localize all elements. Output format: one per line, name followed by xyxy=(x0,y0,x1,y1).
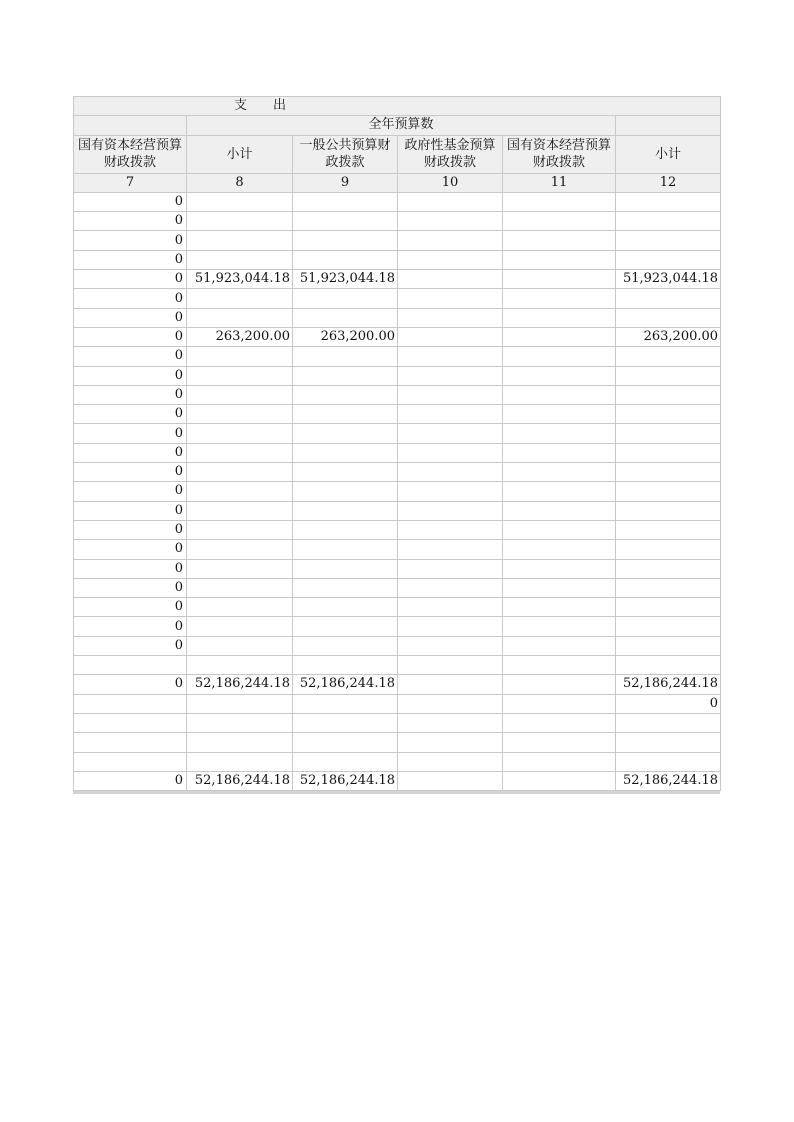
table-cell xyxy=(616,192,721,211)
table-cell: 0 xyxy=(74,424,187,443)
table-row xyxy=(74,617,721,636)
table-cell: 0 xyxy=(74,192,187,211)
table-cell xyxy=(187,617,293,636)
table-cell xyxy=(616,540,721,559)
table-cell xyxy=(398,694,503,713)
table-cell xyxy=(293,501,398,520)
table-cell xyxy=(398,366,503,385)
table-cell: 0 xyxy=(74,212,187,231)
table-cell: 0 xyxy=(74,520,187,539)
table-cell: 52,186,244.18 xyxy=(187,675,293,694)
table-row xyxy=(74,675,721,694)
table-cell xyxy=(503,405,616,424)
column-number: 11 xyxy=(503,173,616,192)
table-cell xyxy=(398,733,503,752)
table-cell xyxy=(187,385,293,404)
table-cell xyxy=(503,424,616,443)
table-cell: 0 xyxy=(74,347,187,366)
table-row xyxy=(74,752,721,771)
table-cell xyxy=(616,347,721,366)
table-cell xyxy=(74,656,187,675)
table-cell xyxy=(616,250,721,269)
table-cell: 51,923,044.18 xyxy=(293,270,398,289)
table-cell xyxy=(503,771,616,790)
table-cell xyxy=(293,520,398,539)
table-cell: 0 xyxy=(74,501,187,520)
table-cell xyxy=(503,308,616,327)
table-cell: 51,923,044.18 xyxy=(616,270,721,289)
table-cell xyxy=(187,463,293,482)
group-title-row xyxy=(74,116,721,135)
table-cell xyxy=(293,636,398,655)
table-row xyxy=(74,443,721,462)
table-cell xyxy=(503,636,616,655)
table-row xyxy=(74,694,721,713)
table-cell: 0 xyxy=(74,771,187,790)
column-header: 国有资本经营预算财政拨款 xyxy=(503,135,616,173)
table-row xyxy=(74,656,721,675)
table-cell xyxy=(398,540,503,559)
table-cell xyxy=(293,424,398,443)
table-cell xyxy=(503,675,616,694)
table-row xyxy=(74,270,721,289)
table-cell xyxy=(293,308,398,327)
table-cell xyxy=(503,656,616,675)
table-cell xyxy=(616,559,721,578)
table-row xyxy=(74,771,721,790)
table-cell: 263,200.00 xyxy=(293,327,398,346)
table-cell xyxy=(398,501,503,520)
table-cell xyxy=(616,289,721,308)
table-cell xyxy=(187,250,293,269)
table-cell xyxy=(503,540,616,559)
table-cell xyxy=(187,482,293,501)
group-title-blank xyxy=(616,116,721,135)
table-row xyxy=(74,463,721,482)
table-cell: 0 xyxy=(74,289,187,308)
group-title: 全年预算数 xyxy=(187,116,616,135)
table-cell xyxy=(398,636,503,655)
table-row xyxy=(74,250,721,269)
table-cell xyxy=(398,713,503,732)
table-row xyxy=(74,559,721,578)
table-row xyxy=(74,713,721,732)
table-cell: 0 xyxy=(74,636,187,655)
table-cell xyxy=(74,752,187,771)
table-cell: 0 xyxy=(74,617,187,636)
table-cell xyxy=(187,289,293,308)
table-cell xyxy=(187,636,293,655)
table-cell xyxy=(293,192,398,211)
table-cell xyxy=(398,424,503,443)
table-cell xyxy=(293,752,398,771)
table-cell: 0 xyxy=(74,308,187,327)
table-cell xyxy=(398,559,503,578)
table-cell xyxy=(616,443,721,462)
table-cell xyxy=(503,327,616,346)
table-cell: 0 xyxy=(74,405,187,424)
table-cell xyxy=(398,482,503,501)
table-cell xyxy=(187,443,293,462)
table-row xyxy=(74,347,721,366)
table-cell xyxy=(398,598,503,617)
table-cell xyxy=(293,559,398,578)
table-cell xyxy=(293,289,398,308)
table-cell: 0 xyxy=(74,231,187,250)
table-cell xyxy=(398,675,503,694)
table-cell: 0 xyxy=(74,443,187,462)
table-cell xyxy=(293,540,398,559)
section-title-row xyxy=(74,97,721,116)
table-cell: 263,200.00 xyxy=(187,327,293,346)
table-cell xyxy=(616,520,721,539)
table-cell xyxy=(503,578,616,597)
table-cell xyxy=(616,212,721,231)
table-row xyxy=(74,385,721,404)
table-cell xyxy=(187,559,293,578)
table-cell xyxy=(616,405,721,424)
table-cell: 0 xyxy=(74,482,187,501)
column-header: 小计 xyxy=(187,135,293,173)
table-cell: 51,923,044.18 xyxy=(187,270,293,289)
table-cell xyxy=(187,308,293,327)
table-cell xyxy=(503,289,616,308)
table-cell xyxy=(293,656,398,675)
table-cell: 0 xyxy=(74,463,187,482)
column-header-row xyxy=(74,135,721,173)
table-cell xyxy=(503,443,616,462)
table-cell xyxy=(503,231,616,250)
table-cell xyxy=(616,424,721,443)
column-number-row xyxy=(74,173,721,192)
column-number: 10 xyxy=(398,173,503,192)
group-title-blank xyxy=(74,116,187,135)
section-title: 支 出 xyxy=(74,97,721,116)
table-row xyxy=(74,192,721,211)
table-cell xyxy=(187,752,293,771)
table-cell xyxy=(187,347,293,366)
column-number: 8 xyxy=(187,173,293,192)
table-row xyxy=(74,540,721,559)
table-cell xyxy=(503,212,616,231)
table-cell: 52,186,244.18 xyxy=(616,675,721,694)
table-cell xyxy=(293,463,398,482)
table-cell: 0 xyxy=(74,598,187,617)
table-cell xyxy=(74,713,187,732)
table-cell xyxy=(398,520,503,539)
table-row xyxy=(74,366,721,385)
table-cell xyxy=(398,752,503,771)
table-cell xyxy=(616,598,721,617)
table-cell xyxy=(293,733,398,752)
table-cell xyxy=(503,733,616,752)
table-cell xyxy=(187,656,293,675)
table-cell xyxy=(503,501,616,520)
table-cell: 52,186,244.18 xyxy=(187,771,293,790)
table-cell xyxy=(503,385,616,404)
table-cell xyxy=(398,289,503,308)
table-cell xyxy=(293,578,398,597)
table-cell xyxy=(503,463,616,482)
table-cell xyxy=(293,443,398,462)
column-header: 小计 xyxy=(616,135,721,173)
table-cell xyxy=(398,463,503,482)
expenditure-budget-table xyxy=(73,96,721,791)
table-row xyxy=(74,636,721,655)
table-cell xyxy=(398,385,503,404)
table-cell: 0 xyxy=(74,578,187,597)
table-row xyxy=(74,212,721,231)
table-cell xyxy=(616,482,721,501)
table-bottom-border xyxy=(73,791,720,794)
table-cell xyxy=(187,733,293,752)
table-cell xyxy=(398,231,503,250)
table-cell xyxy=(293,405,398,424)
table-cell xyxy=(616,578,721,597)
table-cell xyxy=(187,405,293,424)
table-cell xyxy=(616,231,721,250)
table-cell xyxy=(187,501,293,520)
table-cell xyxy=(398,270,503,289)
table-row xyxy=(74,231,721,250)
table-cell xyxy=(616,713,721,732)
table-cell xyxy=(503,250,616,269)
table-cell xyxy=(293,598,398,617)
table-cell xyxy=(187,540,293,559)
table-cell: 0 xyxy=(74,540,187,559)
table-row xyxy=(74,520,721,539)
table-cell xyxy=(187,424,293,443)
table-cell xyxy=(293,212,398,231)
table-row xyxy=(74,327,721,346)
column-header: 一般公共预算财政拨款 xyxy=(293,135,398,173)
table-cell: 0 xyxy=(616,694,721,713)
table-cell xyxy=(187,520,293,539)
table-cell xyxy=(398,308,503,327)
table-row xyxy=(74,405,721,424)
table-cell xyxy=(503,694,616,713)
table-row xyxy=(74,733,721,752)
table-cell xyxy=(616,752,721,771)
table-cell xyxy=(187,713,293,732)
table-cell xyxy=(293,713,398,732)
table-cell xyxy=(616,308,721,327)
table-row xyxy=(74,578,721,597)
table-cell xyxy=(503,366,616,385)
table-cell xyxy=(616,636,721,655)
table-cell: 52,186,244.18 xyxy=(293,675,398,694)
table-cell xyxy=(616,385,721,404)
table-cell xyxy=(503,270,616,289)
table-cell xyxy=(616,501,721,520)
table-cell xyxy=(398,617,503,636)
table-cell xyxy=(503,192,616,211)
table-row xyxy=(74,424,721,443)
table-cell xyxy=(503,347,616,366)
table-cell: 52,186,244.18 xyxy=(293,771,398,790)
table-cell xyxy=(74,694,187,713)
table-cell xyxy=(293,347,398,366)
table-cell xyxy=(398,656,503,675)
table-row xyxy=(74,308,721,327)
table-cell: 0 xyxy=(74,366,187,385)
table-row xyxy=(74,598,721,617)
table-cell xyxy=(503,752,616,771)
column-header: 国有资本经营预算财政拨款 xyxy=(74,135,187,173)
table-cell: 263,200.00 xyxy=(616,327,721,346)
table-cell xyxy=(398,192,503,211)
table-cell xyxy=(187,366,293,385)
table-cell xyxy=(187,231,293,250)
table-cell xyxy=(616,366,721,385)
table-cell xyxy=(293,366,398,385)
table-cell xyxy=(616,617,721,636)
table-cell xyxy=(398,347,503,366)
column-number: 7 xyxy=(74,173,187,192)
table-cell xyxy=(503,713,616,732)
table-cell xyxy=(293,617,398,636)
table-cell xyxy=(398,212,503,231)
column-number: 9 xyxy=(293,173,398,192)
table-cell: 0 xyxy=(74,250,187,269)
table-cell xyxy=(503,559,616,578)
table-cell: 52,186,244.18 xyxy=(616,771,721,790)
table-cell: 0 xyxy=(74,559,187,578)
table-cell xyxy=(503,598,616,617)
table-cell xyxy=(616,463,721,482)
table-cell xyxy=(187,192,293,211)
table-cell: 0 xyxy=(74,385,187,404)
table-cell: 0 xyxy=(74,327,187,346)
table-cell xyxy=(503,520,616,539)
table-cell xyxy=(503,617,616,636)
table-cell xyxy=(616,733,721,752)
table-cell xyxy=(187,694,293,713)
table-cell xyxy=(398,578,503,597)
table-cell: 0 xyxy=(74,270,187,289)
table-row xyxy=(74,482,721,501)
table-cell xyxy=(398,405,503,424)
table-cell xyxy=(398,327,503,346)
table-cell xyxy=(187,578,293,597)
table-cell xyxy=(503,482,616,501)
table-cell xyxy=(293,231,398,250)
table-cell xyxy=(187,598,293,617)
table-cell xyxy=(293,482,398,501)
table-cell xyxy=(187,212,293,231)
table-cell xyxy=(74,733,187,752)
column-header: 政府性基金预算财政拨款 xyxy=(398,135,503,173)
table-cell xyxy=(398,250,503,269)
table-cell xyxy=(293,385,398,404)
table-row xyxy=(74,501,721,520)
column-number: 12 xyxy=(616,173,721,192)
budget-table-wrapper xyxy=(73,96,720,794)
table-cell xyxy=(398,771,503,790)
table-cell: 0 xyxy=(74,675,187,694)
table-row xyxy=(74,289,721,308)
table-cell xyxy=(293,250,398,269)
table-cell xyxy=(616,656,721,675)
table-cell xyxy=(398,443,503,462)
table-cell xyxy=(293,694,398,713)
